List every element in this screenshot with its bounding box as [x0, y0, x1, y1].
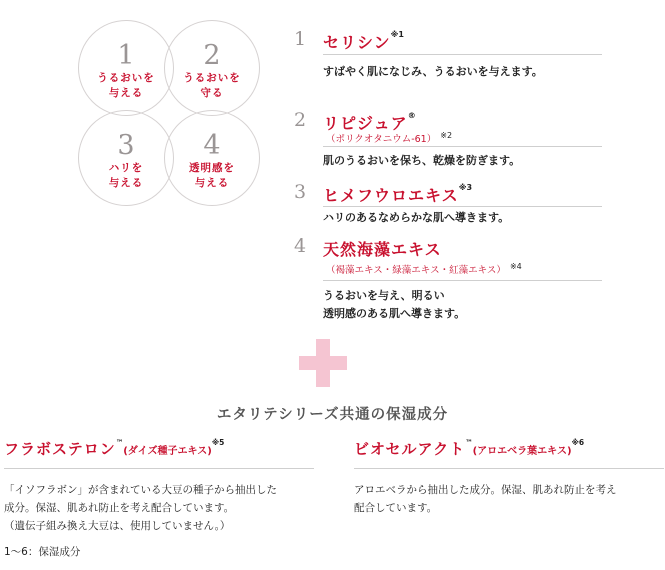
ingredient-description: 肌のうるおいを保ち、乾燥を防ぎます。: [323, 154, 521, 167]
common-ingredient-subname: (ダイズ種子エキス): [123, 446, 212, 457]
ingredient-index: 4: [294, 235, 307, 257]
divider: [323, 54, 602, 55]
benefit-circle-4: [164, 110, 260, 206]
divider: [323, 206, 602, 207]
ingredient-mark: ※3: [458, 183, 473, 192]
benefit-number: 3: [117, 130, 135, 161]
common-ingredient-name: フラボステロン™(ダイズ種子エキス)$^{※5}$: [4, 438, 225, 458]
common-ingredient-description: アロエベラから抽出した成分。保湿、肌あれ防止を考え 配合しています。: [354, 484, 617, 514]
trademark-mark: ™: [465, 438, 473, 447]
benefit-number: 1: [117, 40, 135, 71]
divider: [323, 146, 602, 147]
divider: [354, 468, 664, 469]
common-ingredient-right: [354, 438, 664, 517]
common-ingredient-description: 「イソフラボン」が含まれている大豆の種子から抽出した 成分。保湿、肌あれ防止を考え配合しています。 （遺伝子組み換え大豆は、使用していません。）: [4, 484, 277, 532]
ingredient-mark: ※6: [571, 438, 585, 447]
ingredient-subname: （褐藻エキス・緑藻エキス・紅藻エキス） $^{※4}$: [326, 262, 522, 276]
benefit-label: うるおいを 守る: [183, 72, 241, 99]
ingredient-mark: ※5: [211, 438, 225, 447]
ingredient-index: 2: [294, 109, 307, 131]
benefit-circle-1: [78, 20, 174, 116]
common-ingredient-left: [4, 438, 314, 535]
ingredient-subname: （ポリクオタニウム-61） $^{※2}$: [326, 131, 453, 145]
ingredient-name: 天然海藻エキス: [323, 240, 442, 259]
ingredient-description: ハリのあるなめらかな肌へ導きます。: [323, 211, 510, 224]
footnote: 1〜6：保湿成分: [4, 546, 81, 558]
benefit-label: 透明感を 与える: [189, 162, 235, 189]
divider: [323, 280, 602, 281]
ingredient-index: 1: [294, 28, 307, 50]
ingredient-submark: ※2: [440, 131, 453, 140]
ingredient-mark: ®: [407, 111, 416, 120]
benefit-label: うるおいを 与える: [97, 72, 155, 99]
ingredient-index: 3: [294, 181, 307, 203]
benefit-number: 2: [203, 40, 221, 71]
benefit-label: ハリを 与える: [108, 162, 144, 189]
benefit-circle-3: [78, 110, 174, 206]
ingredient-name: リピジュア®: [323, 111, 416, 133]
trademark-mark: ™: [115, 438, 124, 447]
ingredient-mark: ※1: [390, 30, 404, 39]
common-ingredient-subname: (アロエベラ葉エキス): [472, 446, 572, 457]
ingredient-description: すばやく肌になじみ、うるおいを与えます。: [323, 65, 543, 78]
ingredient-description: うるおいを与え、明るい 透明感のある肌へ導きます。: [323, 289, 466, 320]
common-ingredients-title: エタリテシリーズ共通の保湿成分: [216, 407, 449, 423]
benefit-number: 4: [203, 130, 221, 161]
divider: [4, 468, 314, 469]
ingredient-name: セリシン$^{※1}$: [323, 30, 404, 52]
ingredient-name: ヒメフウロエキス$^{※3}$: [323, 183, 473, 205]
benefit-circle-2: [164, 20, 260, 116]
benefit-circles: [78, 20, 262, 206]
ingredient-submark: ※4: [509, 262, 522, 271]
common-ingredient-name: ビオセルアクト™(アロエベラ葉エキス)$^{※6}$: [354, 438, 585, 458]
plus-icon: [299, 339, 347, 387]
